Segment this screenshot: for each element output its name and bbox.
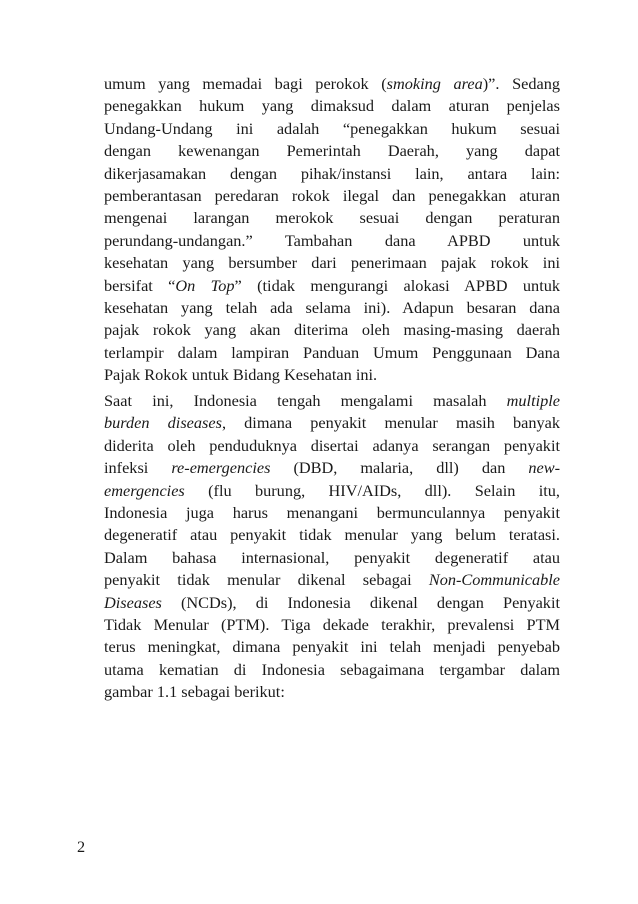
text-run: (NCDs), di Indonesia dikenal dengan Penyakit xyxy=(161,592,560,612)
text-run: perundang-undangan.” Tambahan dana APBD untuk xyxy=(104,230,560,250)
text-line xyxy=(104,275,560,297)
text-line xyxy=(104,342,560,364)
italic-run: On Top xyxy=(175,275,235,295)
italic-run: Non-Communicable xyxy=(428,570,560,590)
text-run: bersifat “ xyxy=(104,275,176,295)
text-run: Tidak Menular (PTM). Tiga dekade terakhir, prevalensi PTM xyxy=(104,615,560,635)
text-line xyxy=(104,480,560,502)
text-run: terus meningkat, dimana penyakit ini telah menjadi penyebab xyxy=(104,637,560,657)
text-run: dengan kewenangan Pemerintah Daerah, yang dapat xyxy=(104,141,560,161)
text-run: penyakit tidak menular dikenal sebagai xyxy=(104,570,429,590)
text-run: , dimana penyakit menular masih banyak xyxy=(221,413,560,433)
text-line xyxy=(104,207,560,229)
text-run: Indonesia juga harus menangani bermunculannya penyakit xyxy=(104,503,560,523)
text-run: dikerjasamakan dengan pihak/instansi lain, antara lain: xyxy=(104,163,560,183)
text-line xyxy=(104,73,560,95)
text-run: penegakkan hukum yang dimaksud dalam aturan penjelas xyxy=(104,96,560,116)
text-run: pemberantasan peredaran rokok ilegal dan penegakkan aturan xyxy=(104,186,560,206)
text-run: Dalam bahasa internasional, penyakit degeneratif atau xyxy=(104,547,560,567)
text-run: pajak rokok yang akan diterima oleh masing-masing daerah xyxy=(104,320,560,340)
text-run: kesehatan yang telah ada selama ini). Adapun besaran dana xyxy=(104,298,560,318)
text-line xyxy=(104,185,560,207)
text-line xyxy=(104,412,560,434)
page-number: 2 xyxy=(77,837,86,856)
text-run: umum yang memadai bagi perokok ( xyxy=(104,74,387,93)
text-line xyxy=(104,457,560,479)
text-line xyxy=(104,297,560,319)
paragraph-disease-burden xyxy=(104,390,560,704)
text-run: terlampir dalam lampiran Panduan Umum Penggunaan Dana xyxy=(104,342,560,362)
text-run: mengenai larangan merokok sesuai dengan peraturan xyxy=(104,208,560,228)
italic-run: burden diseases xyxy=(104,413,222,433)
italic-run: smoking area xyxy=(386,74,483,93)
text-run: utama kematian di Indonesia sebagaimana tergambar dalam xyxy=(104,659,560,679)
text-line xyxy=(104,435,560,457)
text-line xyxy=(104,95,560,117)
text-line xyxy=(104,390,560,412)
text-run: )”. Sedang xyxy=(482,74,560,93)
text-line xyxy=(104,364,560,386)
text-line xyxy=(104,636,560,658)
text-line xyxy=(104,140,560,162)
text-run: degeneratif atau penyakit tidak menular yang belum teratasi. xyxy=(104,525,560,545)
text-line xyxy=(104,569,560,591)
text-run: (flu burung, HIV/AIDs, dll). Selain itu, xyxy=(184,480,560,500)
text-line xyxy=(104,659,560,681)
paragraph-tax-funding xyxy=(104,73,560,387)
text-run: Pajak Rokok untuk Bidang Kesehatan ini. xyxy=(104,365,378,385)
text-line xyxy=(104,524,560,546)
text-line xyxy=(104,614,560,636)
text-line xyxy=(104,592,560,614)
text-line xyxy=(104,319,560,341)
italic-run: emergencies xyxy=(104,480,185,500)
text-run: kesehatan yang bersumber dari penerimaan pajak rokok ini xyxy=(104,253,560,273)
italic-run: Diseases xyxy=(104,592,162,612)
text-line xyxy=(104,681,560,703)
text-run: diderita oleh penduduknya disertai adanya serangan penyakit xyxy=(104,435,560,455)
text-line xyxy=(104,502,560,524)
italic-run: multiple xyxy=(506,391,560,410)
text-run: Saat ini, Indonesia tengah mengalami masalah xyxy=(104,391,507,410)
text-line xyxy=(104,163,560,185)
text-line xyxy=(104,230,560,252)
italic-run: new- xyxy=(528,458,560,478)
text-run: ” (tidak mengurangi alokasi APBD untuk xyxy=(234,275,560,295)
text-run: (DBD, malaria, dll) dan xyxy=(270,458,529,478)
text-line xyxy=(104,252,560,274)
text-run: gambar 1.1 sebagai berikut: xyxy=(104,682,285,702)
text-line xyxy=(104,547,560,569)
text-line xyxy=(104,118,560,140)
text-run: Undang-Undang ini adalah “penegakkan hukum sesuai xyxy=(104,118,560,138)
text-run: infeksi xyxy=(104,458,172,478)
italic-run: re-emergencies xyxy=(171,458,271,478)
